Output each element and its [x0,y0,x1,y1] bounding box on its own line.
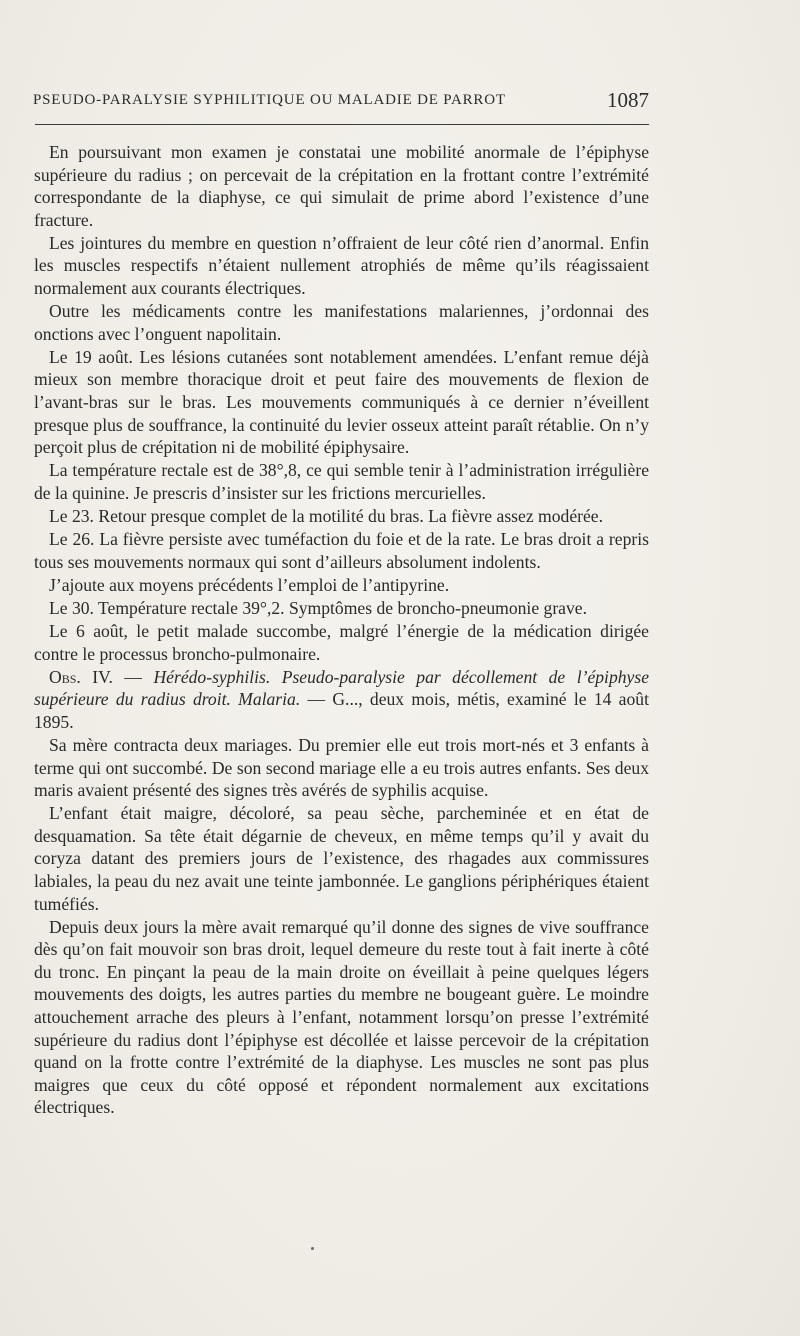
paragraph: Le 26. La fièvre persiste avec tuméfaction du foie et de la rate. Le bras droit a repris tous ses mouvements normaux qui sont d’ailleurs absolument indolents. [34,529,649,572]
paragraph: Outre les médicaments contre les manifestations malariennes, j’ordonnai des onctions avec l’onguent napolitain. [34,301,649,344]
paragraph: Les jointures du membre en question n’offraient de leur côté rien d’anormal. Enfin les muscles respectifs n’étaient nullement atrophiés de même qu’ils réagissaient normalement aux courants électriques. [34,232,649,299]
paragraph: L’enfant était maigre, décoloré, sa peau sèche, parcheminée et en état de desquamation. Sa tête était dégarnie de cheveux, en même temps qu’il y avait du coryza datant des premiers jours de l’existence, des rhagades aux commissures labiales, la peau du nez avait une teinte jambonnée. Le ganglions périphériques étaient tuméfiés. [34,803,649,914]
paragraph: Le 23. Retour presque complet de la motilité du bras. La fièvre assez modérée. [49,506,603,526]
page-number: 1087 [607,88,649,112]
observation-label: Obs. IV. [49,666,113,687]
observation-title: Hérédo-syphilis. Pseudo-paralysie par décollement de l’épiphyse supérieure du radius droit. Malaria. [34,666,650,710]
paragraph: Le 30. Température rectale 39°,2. Symptômes de broncho-pneumonie grave. [49,597,588,618]
paragraph: Sa mère contracta deux mariages. Du premier elle eut trois mort-nés et 3 enfants à terme qui ont succombé. De son second mariage elle a eu trois autres enfants. Ses deux maris avaient présenté des signes très avérés de syphilis acquise. [34,734,649,801]
header-rule [35,124,649,125]
paragraph: Depuis deux jours la mère avait remarqué qu’il donne des signes de vive souffrance dès qu’on fait mouvoir son bras droit, lequel demeure du reste tout à fait inerte à côté du tronc. En pinçant la peau de la main droite on éveillait à peine quelques légers mouvements des doigts, les autres parties du membre ne bougeant guère. Le moindre attouchement arrache des pleurs à l’enfant, notamment lorsqu’on presse l’extrémité supérieure du radius dont l’épiphyse est décollée et laisse percevoir de la crépitation quand on la frotte contre l’extrémité de la diaphyse. Les muscles ne sont pas plus maigres que ceux du côté opposé et répondent normalement aux excitations électriques. [34,916,649,1118]
observation-rest: — G..., deux mois, métis, examiné le 14 août 1895. [34,689,649,732]
page-header [33,88,653,116]
paragraph: La température rectale est de 38°,8, ce qui semble tenir à l’administration irrégulière de la quinine. Je prescris d’insister sur les frictions mercurielles. [34,460,649,503]
ink-speck [311,1247,314,1250]
paragraph: Le 6 août, le petit malade succombe, malgré l’énergie de la médication dirigée contre le processus broncho-pulmonaire. [34,620,649,664]
paragraph: En poursuivant mon examen je constatai une mobilité anormale de l’épiphyse supérieure du radius ; on percevait de la crépitation en la frottant contre l’extrémité correspondante de la diaphyse, ce qui simulait de prime abord l’existence d’une fracture. [34,142,649,230]
paragraph: J’ajoute aux moyens précédents l’emploi de l’antipyrine. [49,574,450,595]
paragraph: Le 19 août. Les lésions cutanées sont notablement amendées. L’enfant remue déjà mieux son membre thoracique droit et peut faire des mouvements de flexion de l’avant-bras sur le bras. Les mouvements communiqués à ce dernier n’éveillent presque plus de souffrance, la continuité du levier osseux atteint paraît rétablie. On n’y perçoit plus de crépitation ni de mobilité épiphysaire. [34,346,649,458]
running-title: PSEUDO-PARALYSIE SYPHILITIQUE OU MALADIE DE PARROT [33,92,506,108]
body-text [34,141,649,1119]
observation-dash: — [112,666,154,687]
observation-heading [34,666,649,734]
